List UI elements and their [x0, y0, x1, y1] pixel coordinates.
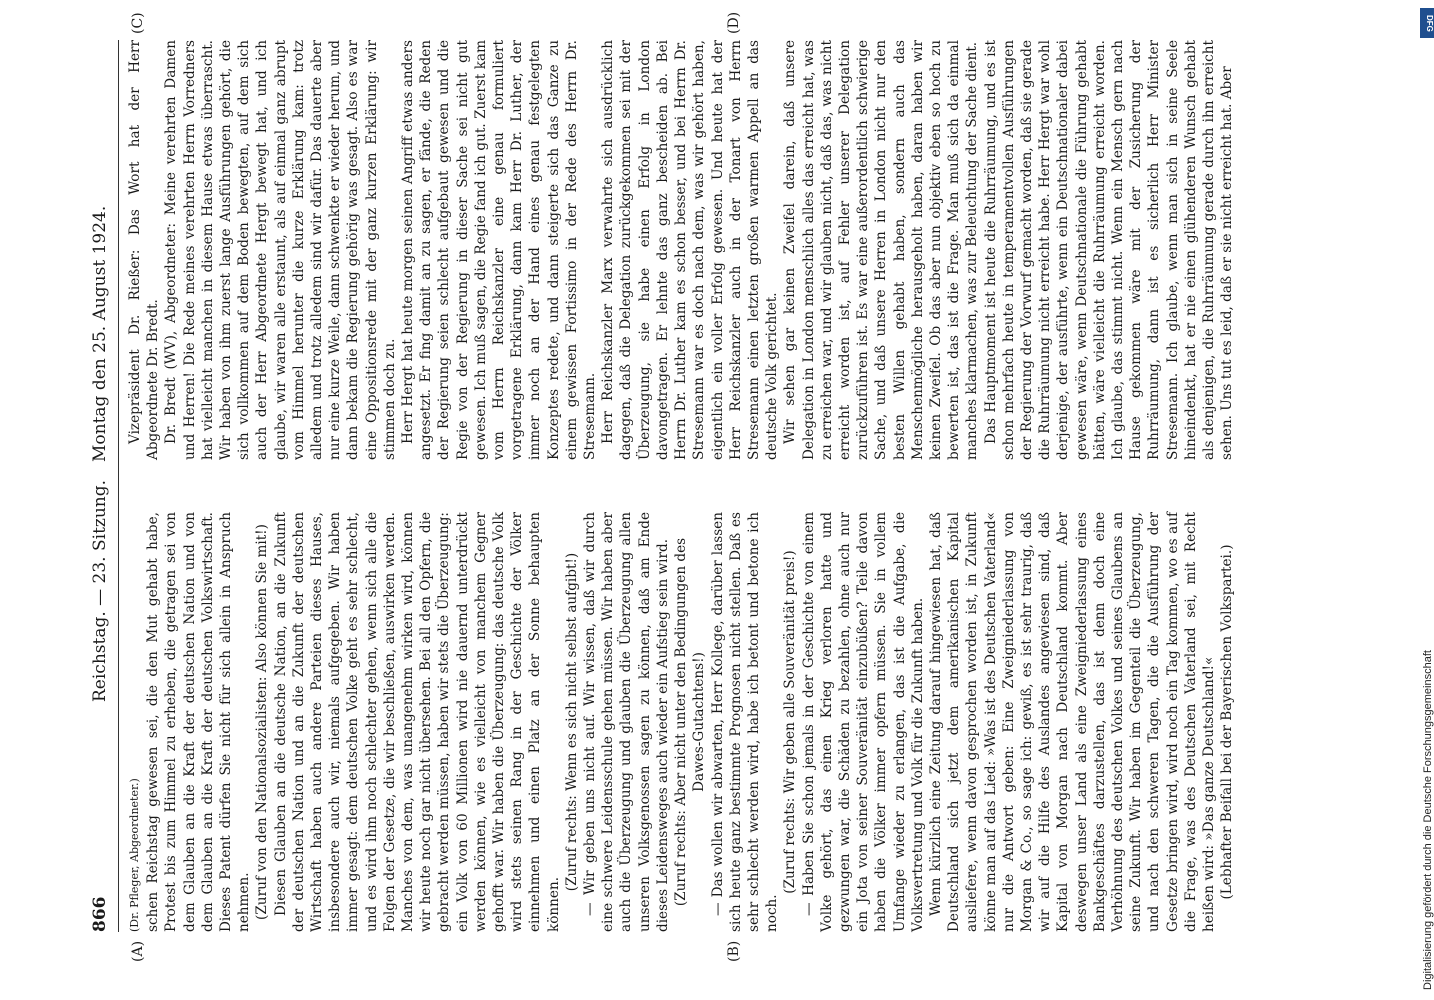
newspaper-page: [86, 11, 1406, 962]
session-date: Montag den 25. August 1924.: [90, 205, 110, 462]
margin-marker-d: (D): [726, 11, 742, 34]
paragraph: Herr Hergt hat heute morgen seinen Angriff etwas anders angesetzt. Er fing damit an zu sagen, er fände, die Reden der Regierung seien schlecht aufgebaut gewesen und die Regie von der Regierung in dieser Sache sei nicht gut gewesen. Ich muß sagen, die Regie fand ich gut. Zuerst kam vom Herrn Reichskanzler eine genau formuliert vorgetragene Erklärung, dann kam Herr Dr. Luther, der immer noch an der Hand eines genau festgelegten Konzeptes redete, und dann steigerte sich das Ganze zu einem gewissen Fortissimo in der Rede des Herrn Dr. Stresemann.: [400, 40, 599, 460]
page-number: 866: [90, 896, 110, 932]
paragraph: Wir sehen gar keinen Zweifel darein, daß unsere Delegation in London menschlich alles das erreicht hat, was zu erreichen war, und wir glauben nicht, daß das, was nicht erreicht worden ist, auf Fehler unserer Delegation zurückzuführen ist. Es war eine außerordentlich schwierige Sache, und daß unsere Herren in London nicht nur den besten Willen gehabt haben, sondern auch das Menschenmögliche herausgeholt haben, daran haben wir keinen Zweifel. Ob das aber nun objektiv eben so hoch zu bewerten ist, das ist die Frage. Man muß sich da einmal manches klarmachen, was zur Beleuchtung der Sache dient.: [782, 40, 981, 460]
interjection: (Zuruf rechts: Wir geben alle Souveränität preis!): [782, 550, 799, 894]
digitization-credit: Digitalisierung gefördert durch die Deutsche Forschungsgemeinschaft: [1422, 650, 1434, 990]
margin-marker-b: (B): [726, 940, 742, 962]
paragraph: Wenn kürzlich eine Zeitung darauf hingewiesen hat, daß Deutschland sich jetzt dem amerikanischen Kapital ausliefere, wenn davon gesprochen worden ist, in Zukunft könne man auf das Lied: »Was ist des Deutschen Vaterland« nur die Antwort geben: Eine Zweigniederlassung von Morgan & Co., so sage ich: gewiß, es ist sehr traurig, daß wir auf die Hilfe des Auslandes angewiesen sind, daß Kapital von Morgan nach Deutschland kommt. Aber deswegen unser Land als eine Zweigniederlassung eines Bankgeschäftes darzustellen, das ist denn doch eine Verhöhnung des deutschen Volkes und seines Glaubens an seine Zukunft. Wir haben im Gegenteil die Überzeugung, und nach den schweren Tagen, die die Ausführung der Gesetze bringen wird, wird noch ein Tag kommen, wo es auf die Frage, was des Deutschen Vaterland sei, mit Recht heißen wird: »Das ganze Deutschland!«: [927, 512, 1217, 932]
paragraph: schen Reichstag gewesen sei, die den Mut gehabt habe, Protest bis zum Himmel zu erheben, die getragen sei von dem Glauben an die Kraft der deutschen Nation und von dem Glauben an die Kraft der deutschen Volkswirtschaft. Dieses Patent dürfen Sie nicht für sich allein in Anspruch nehmen.: [145, 512, 253, 932]
interjection: (Zuruf rechts: Aber nicht unter den Bedingungen des Dawes-Gutachtens!): [673, 537, 708, 907]
header-rule: [118, 40, 119, 932]
paragraph: Vizepräsident Dr. Rießer: Das Wort hat der Herr Abgeordnete Dr. Bredt.: [127, 40, 162, 460]
dfg-logo: DFG: [1420, 8, 1434, 38]
paragraph: — Haben Sie schon jemals in der Geschichte von einem Volke gehört, das einen Krieg verloren hatte und gezwungen war, die Schäden zu bezahlen, ohne auch nur ein Jota von seiner Souveränität einzubüßen? Teile davon haben die Völker immer opfern müssen. Sie in vollem Umfange wieder zu erlangen, das ist die Aufgabe, die Volksvertretung und Volk für die Zukunft haben.: [800, 512, 926, 932]
paragraph: — Wir geben uns nicht auf. Wir wissen, daß wir durch eine schwere Leidensschule gehen müssen. Wir haben aber auch die Überzeugung und glauben die Überzeugung allen unseren Volksgenossen sagen zu können, daß am Ende dieses Leidensweges auch wieder ein Aufstieg sein wird.: [582, 512, 671, 932]
paragraph: — Das wollen wir abwarten, Herr Kollege, darüber lassen sich heute ganz bestimmte Prognosen nicht stellen. Daß es sehr schlecht werden wird, habe ich betont und betone ich noch.: [709, 512, 781, 932]
margin-marker-c: (C): [130, 12, 146, 34]
speaker-reference: (Dr. Pfleger, Abgeordneter.): [128, 778, 141, 932]
right-text-column: [126, 40, 1236, 460]
paragraph: Dr. Bredt (WV), Abgeordneter: Meine verehrten Damen und Herren! Die Rede meines verehrten Herrn Vorredners hat vielleicht manchen in diesem Hause etwas überrascht. Wir haben von ihm zuerst lange Ausführungen gehört, die sich vollkommen auf dem Boden bewegten, auf dem sich auch der Herr Abgeordnete Hergt bewegt hat, und ich glaube, wir waren alle erstaunt, als auf einmal ganz abrupt vom Himmel herunter die kurze Erklärung kam: trotz alledem und trotz alledem sind wir dafür. Das dauerte aber nur eine kurze Weile, dann schwenkte er wieder herum, und dann bekam die Regierung gehörig was gesagt. Also es war eine Oppositionsrede mit der ganz kurzen Erklärung: wir stimmen doch zu.: [163, 40, 398, 460]
page-header: [86, 40, 122, 932]
paragraph: Diesen Glauben an die deutsche Nation, an die Zukunft der deutschen Nation und an die Zukunft der deutschen Wirtschaft haben auch andere Parteien dieses Hauses, insbesondere auch wir, niemals aufgegeben. Wir haben immer gesagt: dem deutschen Volke geht es sehr schlecht, und es wird ihm noch schlechter gehen, wenn sich alle die Folgen der Gesetze, die wir beschließen, auswirken werden. Manches von dem, was unangenehm wirken wird, können wir heute noch gar nicht übersehen. Bei all den Opfern, die gebracht werden müssen, haben wir stets die Überzeugung: ein Volk von 60 Millionen wird nie dauernd unterdrückt werden können, wie es vielleicht von manchem Gegner gehofft war. Wir haben die Überzeugung: das deutsche Volk wird stets seinen Rang in der Geschichte der Völker einnehmen und einen Platz an der Sonne behaupten können.: [272, 512, 562, 932]
interjection: (Zuruf rechts: Wenn es sich nicht selbst aufgibt!): [563, 552, 580, 892]
session-title: Reichstag. — 23. Sitzung.: [90, 479, 110, 702]
paragraph: Das Hauptmoment ist heute die Ruhrräumung, und es ist schon mehrfach heute in temperamentvollen Ausführungen der Regierung der Vorwurf gemacht worden, daß sie gerade die Ruhrräumung nicht erreicht habe. Herr Hergt war wohl derjenige, der ausführte, wenn ein Deutschnationaler dabei gewesen wäre, wenn Deutschnationale die Führung gehabt hätten, wäre vielleicht die Ruhrräumung erreicht worden. Ich glaube, das stimmt nicht. Wenn ein Mensch gern nach Hause gekommen wäre mit der Zusicherung der Ruhrräumung, dann ist es sicherlich Herr Minister Stresemann. Ich glaube, wenn man sich in seine Seele hineindenkt, hat er nie einen glühenderen Wunsch gehabt als denjenigen, die Ruhrräumung gerade durch ihn erreicht sehen. Uns tut es leid, daß er sie nicht erreicht hat. Aber: [982, 40, 1236, 460]
applause-note: (Lebhafter Beifall bei der Bayerischen Volkspartei.): [1219, 544, 1236, 900]
left-text-column: [126, 512, 1236, 932]
margin-marker-a: (A): [130, 940, 146, 962]
paragraph: Herr Reichskanzler Marx verwahrte sich ausdrücklich dagegen, daß die Delegation zurückgekommen sei mit der Überzeugung, sie habe einen Erfolg in London davongetragen. Er lehnte das ganz bescheiden ab. Bei Herrn Dr. Luther kam es schon besser, und bei Herrn Dr. Stresemann war es doch nach dem, was wir gehört haben, eigentlich ein voller Erfolg gewesen. Und heute hat der Herr Reichskanzler auch in der Tonart von Herrn Stresemann einen letzten großen warmen Appell an das deutsche Volk gerichtet.: [600, 40, 781, 460]
interjection: (Zuruf von den Nationalsozialisten: Also können Sie mit!): [254, 524, 271, 920]
